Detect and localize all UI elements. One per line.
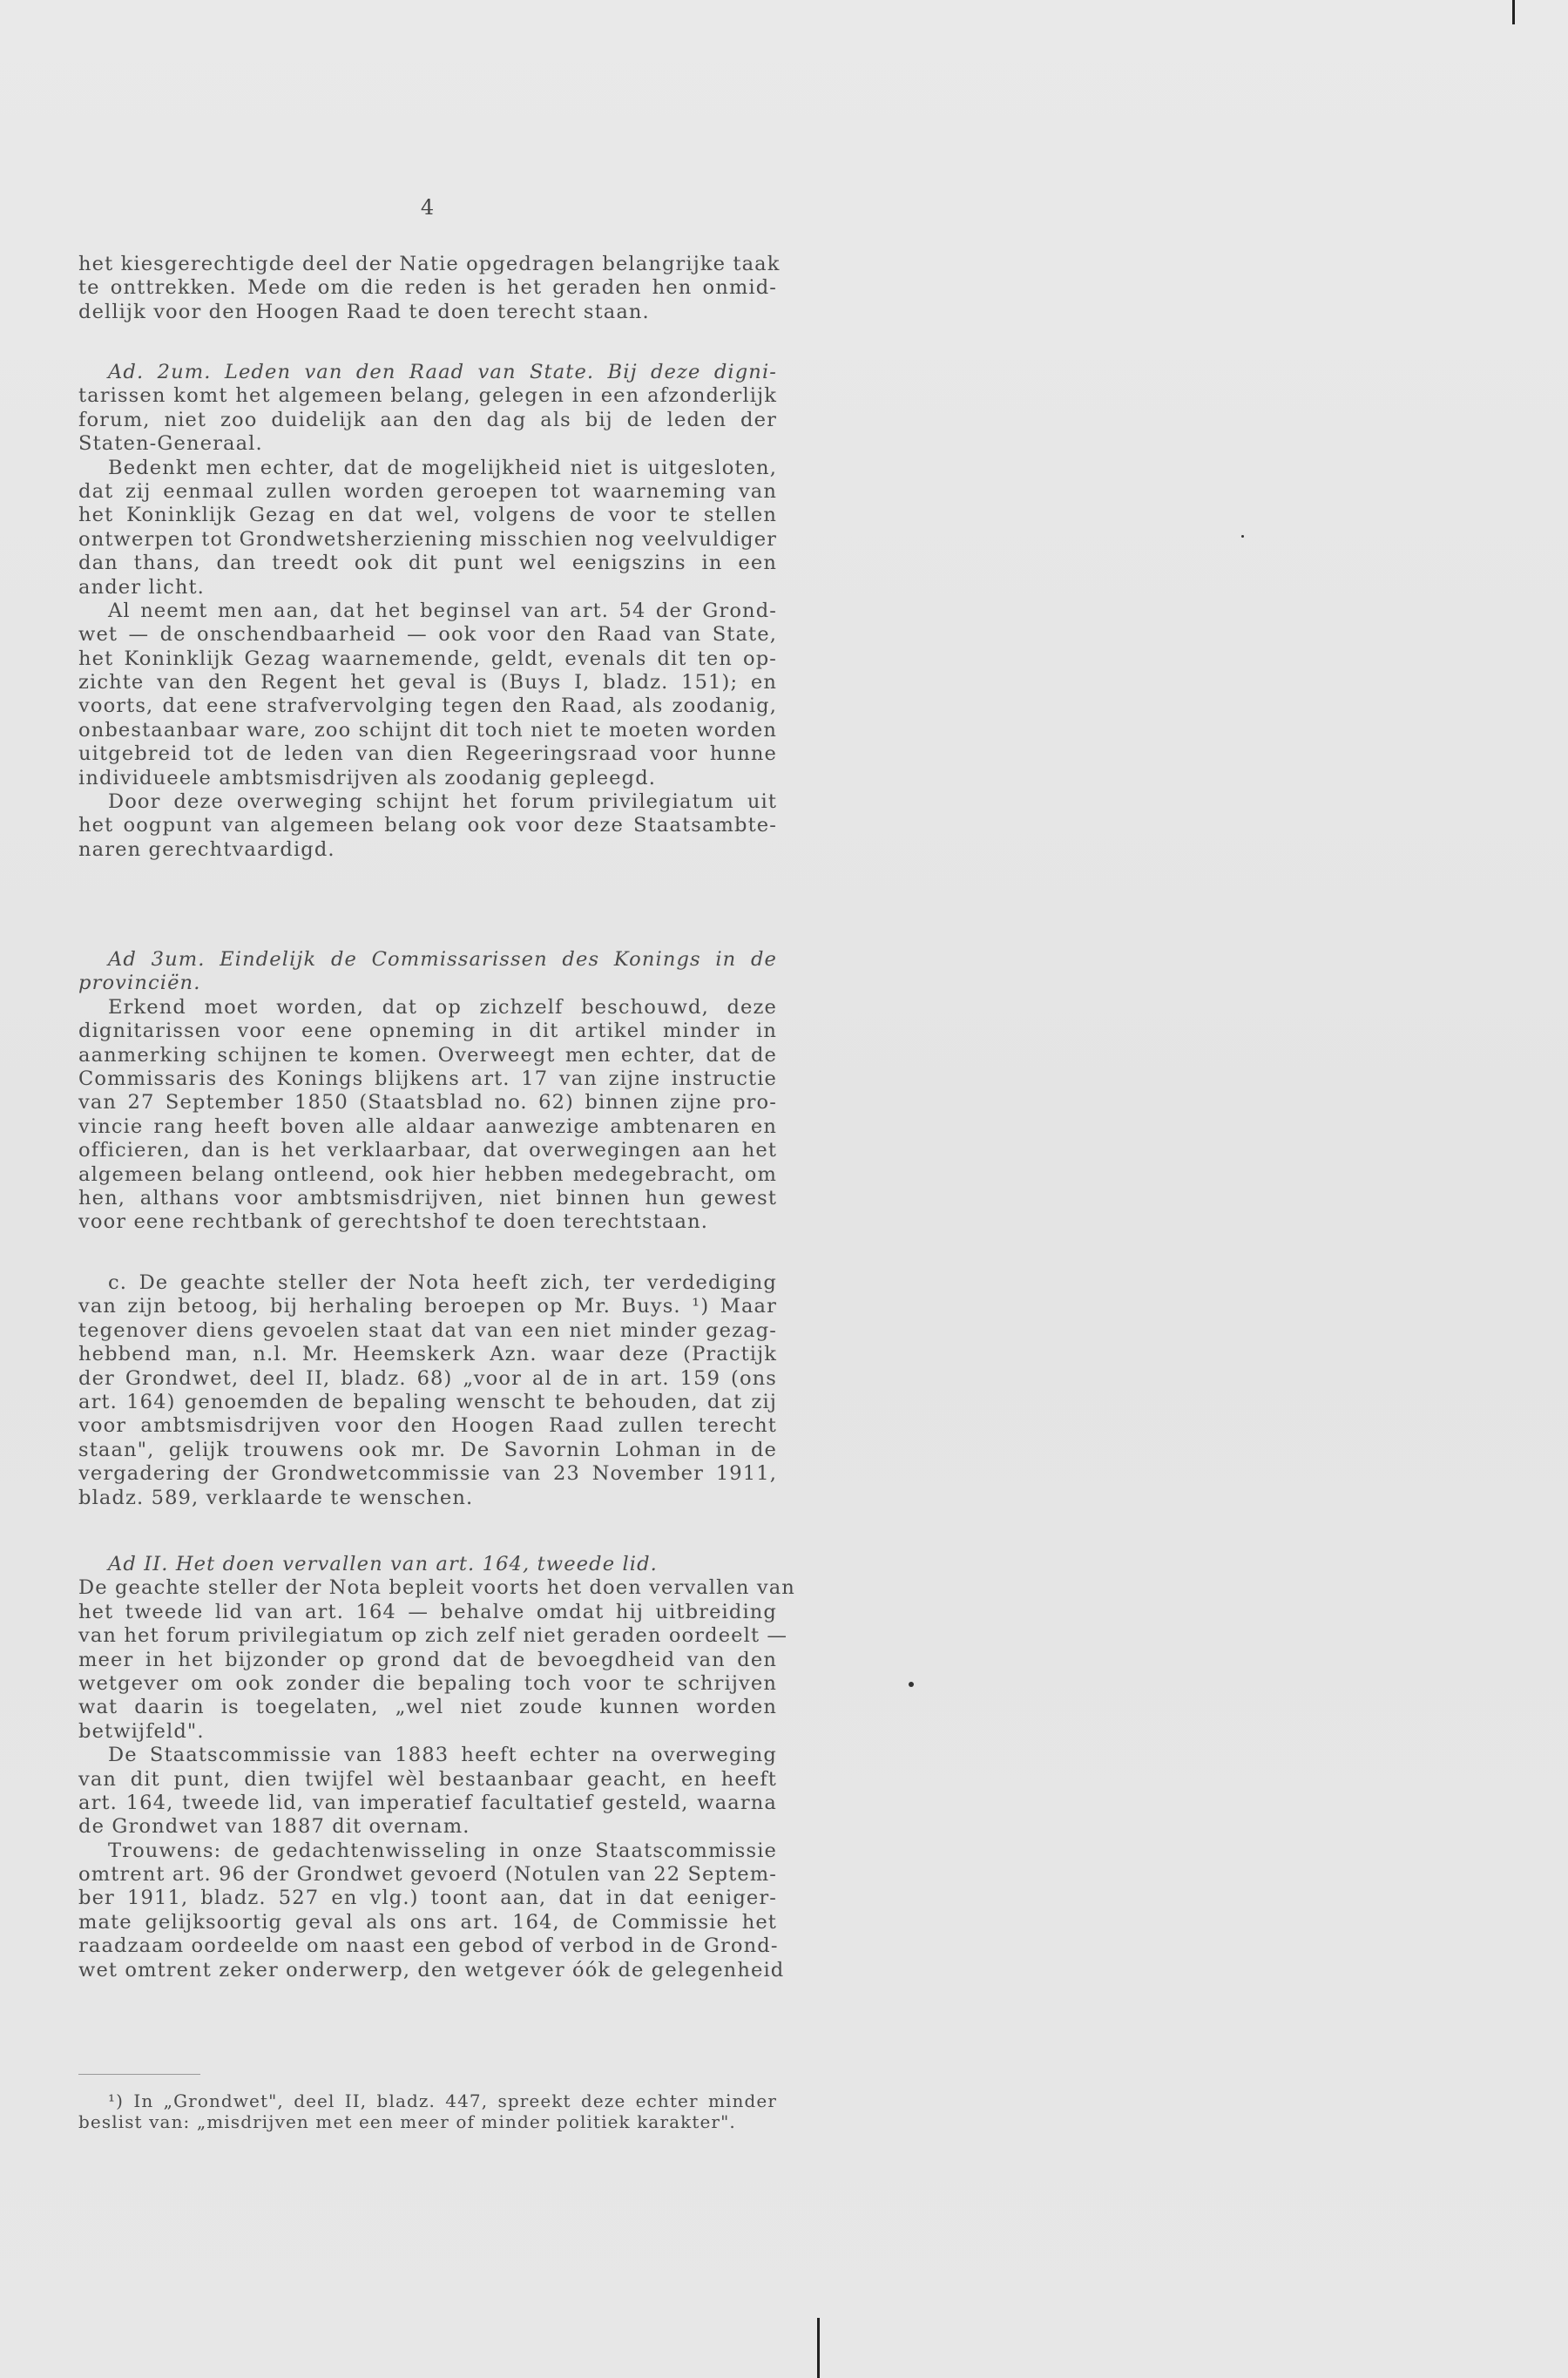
section-ad-ii: [78, 1553, 795, 1982]
text-line: naren gerechtvaardigd.: [78, 837, 335, 861]
text-line: wet omtrent zeker onderwerp, den wetgever óók de gelegenheid: [78, 1958, 785, 1982]
text-line: der Grondwet, deel II, bladz. 68) „voor al de in art. 159 (ons: [78, 1366, 777, 1390]
text-line: De geachte steller der Nota bepleit voorts het doen vervallen van: [78, 1576, 795, 1600]
text-line: tarissen komt het algemeen belang, gelegen in een afzonderlijk: [78, 384, 777, 408]
section-heading-line: Ad. 2um. Leden van den Raad van State. Bij deze digni-: [108, 361, 777, 383]
footnote: [78, 2090, 777, 2132]
text-line: vincie rang heeft boven alle aldaar aanwezige ambtenaren en: [78, 1114, 777, 1138]
text-line: vergadering der Grondwetcommissie van 23 November 1911,: [78, 1462, 777, 1486]
text-line: zichte van den Regent het geval is (Buys I, bladz. 151); en: [78, 671, 777, 694]
section-heading-line: Ad 3um. Eindelijk de Commissarissen des Konings in de: [108, 948, 777, 971]
text-line: van dit punt, dien twijfel wèl bestaanbaar geacht, en heeft: [78, 1767, 777, 1791]
scan-speck: [909, 1682, 914, 1687]
text-line: van 27 September 1850 (Staatsblad no. 62) binnen zijne pro-: [78, 1091, 777, 1114]
text-line: ontwerpen tot Grondwetsherziening misschien nog veelvuldiger: [78, 527, 778, 551]
text-line: voorts, dat eene strafvervolging tegen den Raad, als zoodanig,: [78, 694, 777, 718]
text-line: art. 164) genoemden de bepaling wenscht te behouden, dat zij: [78, 1390, 777, 1413]
text-line: van het forum privilegiatum op zich zelf niet geraden oordeelt —: [78, 1624, 788, 1648]
text-line: de Grondwet van 1887 dit overnam.: [78, 1815, 470, 1839]
text-line: wet — de onschendbaarheid — ook voor den Raad van State,: [78, 623, 777, 647]
section-heading-line: provinciën.: [78, 972, 201, 995]
text-line: ander licht.: [78, 575, 205, 599]
text-line: dignitarissen voor eene opneming in dit artikel minder in: [78, 1020, 777, 1043]
text-line: Trouwens: de gedachtenwisseling in onze Staatscommissie: [108, 1839, 777, 1862]
text-line: het kiesgerechtigde deel der Natie opgedragen belangrijke taak: [78, 253, 781, 275]
text-line: aanmerking schijnen te komen. Overweegt men echter, dat de: [78, 1043, 777, 1067]
text-line: Commissaris des Konings blijkens art. 17 van zijne instructie: [78, 1067, 777, 1090]
text-line: omtrent art. 96 der Grondwet gevoerd (Notulen van 22 Septem-: [78, 1863, 777, 1887]
text-line: Bedenkt men echter, dat de mogelijkheid niet is uitgesloten,: [108, 456, 777, 479]
text-line: meer in het bijzonder op grond dat de bevoegdheid van den: [78, 1648, 777, 1671]
text-line: wat daarin is toegelaten, „wel niet zoude kunnen worden: [78, 1696, 777, 1719]
text-line: ber 1911, bladz. 527 en vlg.) toont aan, dat in dat eeniger-: [78, 1887, 777, 1910]
text-line: individueele ambtsmisdrijven als zoodanig gepleegd.: [78, 766, 657, 789]
text-line: Erkend moet worden, dat op zichzelf beschouwd, deze: [108, 995, 777, 1019]
text-line: Al neemt men aan, dat het beginsel van art. 54 der Grond-: [108, 599, 777, 622]
text-line: dat zij eenmaal zullen worden geroepen tot waarneming van: [78, 479, 777, 503]
text-line: staan", gelijk trouwens ook mr. De Savornin Lohman in de: [78, 1438, 777, 1461]
text-line: c. De geachte steller der Nota heeft zich, ter verdediging: [108, 1271, 777, 1294]
text-line: het Koninklijk Gezag waarnemende, geldt, evenals dit ten op-: [78, 647, 777, 670]
text-line: algemeen belang ontleend, ook hier hebben medegebracht, om: [78, 1162, 777, 1186]
text-line: uitgebreid tot de leden van dien Regeeringsraad voor hunne: [78, 742, 777, 766]
scan-edge-mark: [1512, 0, 1515, 24]
text-line: het oogpunt van algemeen belang ook voor deze Staatsambte-: [78, 814, 777, 837]
text-line: hebbend man, n.l. Mr. Heemskerk Azn. waar deze (Practijk: [78, 1343, 777, 1366]
text-line: Door deze overweging schijnt het forum privilegiatum uit: [108, 790, 777, 814]
text-line: Staten-Generaal.: [78, 432, 263, 456]
text-line: tegenover diens gevoelen staat dat van een niet minder gezag-: [78, 1318, 777, 1342]
text-line: het tweede lid van art. 164 — behalve omdat hij uitbreiding: [78, 1600, 777, 1623]
section-heading-line: Ad II. Het doen vervallen van art. 164, tweede lid.: [108, 1553, 658, 1575]
section-ad-2um: [78, 361, 777, 862]
text-line: betwijfeld".: [78, 1719, 205, 1743]
section-ad-3um: [78, 948, 777, 1235]
text-line: officieren, dan is het verklaarbaar, dat overwegingen aan het: [78, 1139, 777, 1162]
text-line: dellijk voor den Hoogen Raad te doen terecht staan.: [78, 300, 650, 323]
footnote-divider: [78, 2074, 200, 2075]
text-line: voor ambtsmisdrijven voor den Hoogen Raad zullen terecht: [78, 1414, 777, 1438]
text-line: het Koninklijk Gezag en dat wel, volgens de voor te stellen: [78, 504, 777, 527]
scan-edge-mark: [817, 2318, 820, 2378]
text-line: forum, niet zoo duidelijk aan den dag als bij de leden der: [78, 408, 777, 431]
page-number: 4: [420, 195, 436, 220]
text-line: hen, althans voor ambtsmisdrijven, niet binnen hun gewest: [78, 1186, 777, 1209]
section-c: [78, 1271, 777, 1510]
text-line: onbestaanbaar ware, zoo schijnt dit toch niet te moeten worden: [78, 718, 777, 742]
text-line: dan thans, dan treedt ook dit punt wel eenigszins in een: [78, 552, 777, 575]
paragraph-intro: [78, 253, 781, 324]
text-line: van zijn betoog, bij herhaling beroepen op Mr. Buys. ¹) Maar: [78, 1295, 777, 1318]
text-line: raadzaam oordeelde om naast een gebod of verbod in de Grond-: [78, 1934, 779, 1958]
text-line: bladz. 589, verklaarde te wenschen.: [78, 1486, 474, 1509]
text-line: te onttrekken. Mede om die reden is het geraden hen onmid-: [78, 276, 777, 300]
text-line: voor eene rechtbank of gerechtshof te doen terechtstaan.: [78, 1210, 708, 1234]
footnote-line: beslist van: „misdrijven met een meer of minder politiek karakter".: [78, 2111, 736, 2132]
text-line: De Staatscommissie van 1883 heeft echter na overweging: [108, 1744, 777, 1767]
scan-speck: [1241, 535, 1244, 538]
footnote-line: ¹) In „Grondwet", deel II, bladz. 447, spreekt deze echter minder: [108, 2090, 777, 2111]
text-line: mate gelijksoortig geval als ons art. 164, de Commissie het: [78, 1910, 777, 1934]
text-line: art. 164, tweede lid, van imperatief facultatief gesteld, waarna: [78, 1791, 777, 1814]
text-line: wetgever om ook zonder die bepaling toch voor te schrijven: [78, 1671, 777, 1695]
